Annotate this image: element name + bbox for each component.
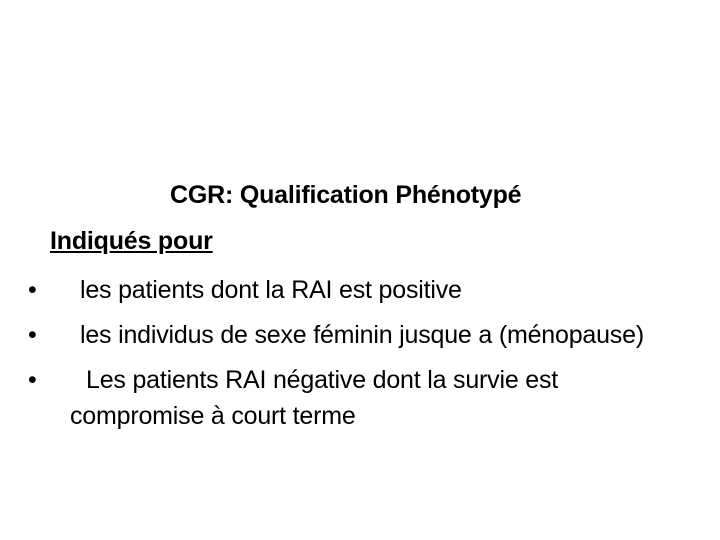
bullet-item <box>28 317 688 353</box>
slide-title: CGR: Qualification Phénotypé <box>170 181 522 209</box>
bullet-item <box>28 362 688 434</box>
bullet-icon: • <box>28 366 37 394</box>
bullet-icon: • <box>28 321 37 349</box>
bullet-item <box>28 272 688 308</box>
bullet-list <box>28 272 688 443</box>
bullet-text: Les patients RAI négative dont la survie est compromise à court terme <box>70 366 559 430</box>
slide-subheading: Indiqués pour <box>50 227 213 255</box>
bullet-text: les individus de sexe féminin jusque a (ménopause) <box>80 321 644 349</box>
bullet-icon: • <box>28 276 37 304</box>
bullet-text: les patients dont la RAI est positive <box>80 276 462 304</box>
